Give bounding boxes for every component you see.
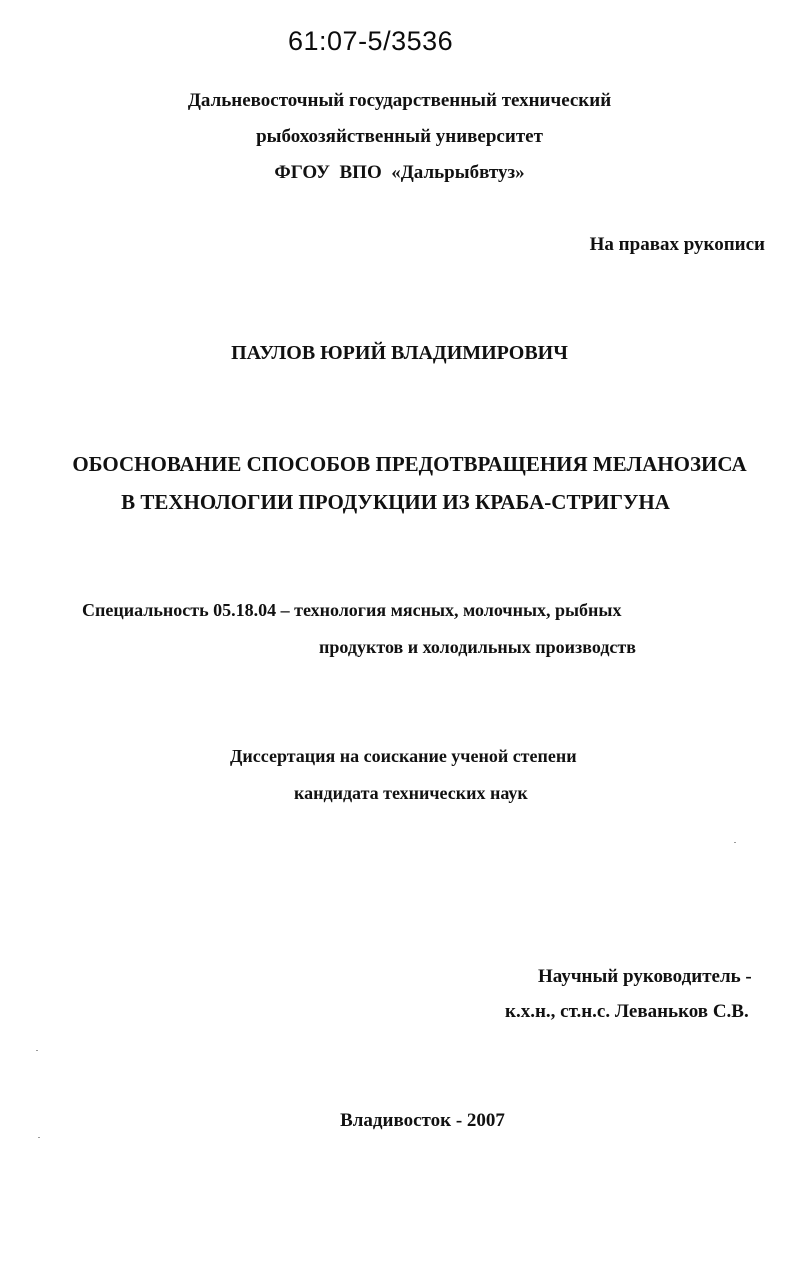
specialty-line-2: продуктов и холодильных производств: [319, 637, 636, 657]
advisor-name: к.х.н., ст.н.с. Леваньков С.В.: [505, 1001, 749, 1022]
city-and-year: Владивосток - 2007: [340, 1110, 505, 1131]
thesis-title-line-1: ОБОСНОВАНИЕ СПОСОБОВ ПРЕДОТВРАЩЕНИЯ МЕЛАНОЗИСА: [72, 452, 747, 476]
specialty-line-1: Специальность 05.18.04 – технология мясных, молочных, рыбных: [82, 600, 622, 620]
author-name: ПАУЛОВ ЮРИЙ ВЛАДИМИРОВИЧ: [231, 342, 568, 364]
library-stamp-code: 61:07-5/3536: [288, 26, 454, 56]
institution-line-3: ФГОУ ВПО «Дальрыбвтуз»: [274, 162, 525, 183]
manuscript-rights-note: На правах рукописи: [589, 234, 765, 255]
scan-speck: [36, 1050, 38, 1051]
advisor-label: Научный руководитель -: [538, 966, 752, 987]
thesis-title-line-2: В ТЕХНОЛОГИИ ПРОДУКЦИИ ИЗ КРАБА-СТРИГУНА: [121, 490, 670, 514]
dissertation-degree-line-2: кандидата технических наук: [294, 783, 528, 803]
dissertation-degree-line-1: Диссертация на соискание ученой степени: [230, 746, 577, 766]
institution-line-1: Дальневосточный государственный технический: [187, 90, 612, 111]
scan-speck: [38, 1137, 40, 1138]
scan-speck: [734, 842, 736, 843]
institution-line-2: рыбохозяйственный университет: [256, 126, 543, 147]
